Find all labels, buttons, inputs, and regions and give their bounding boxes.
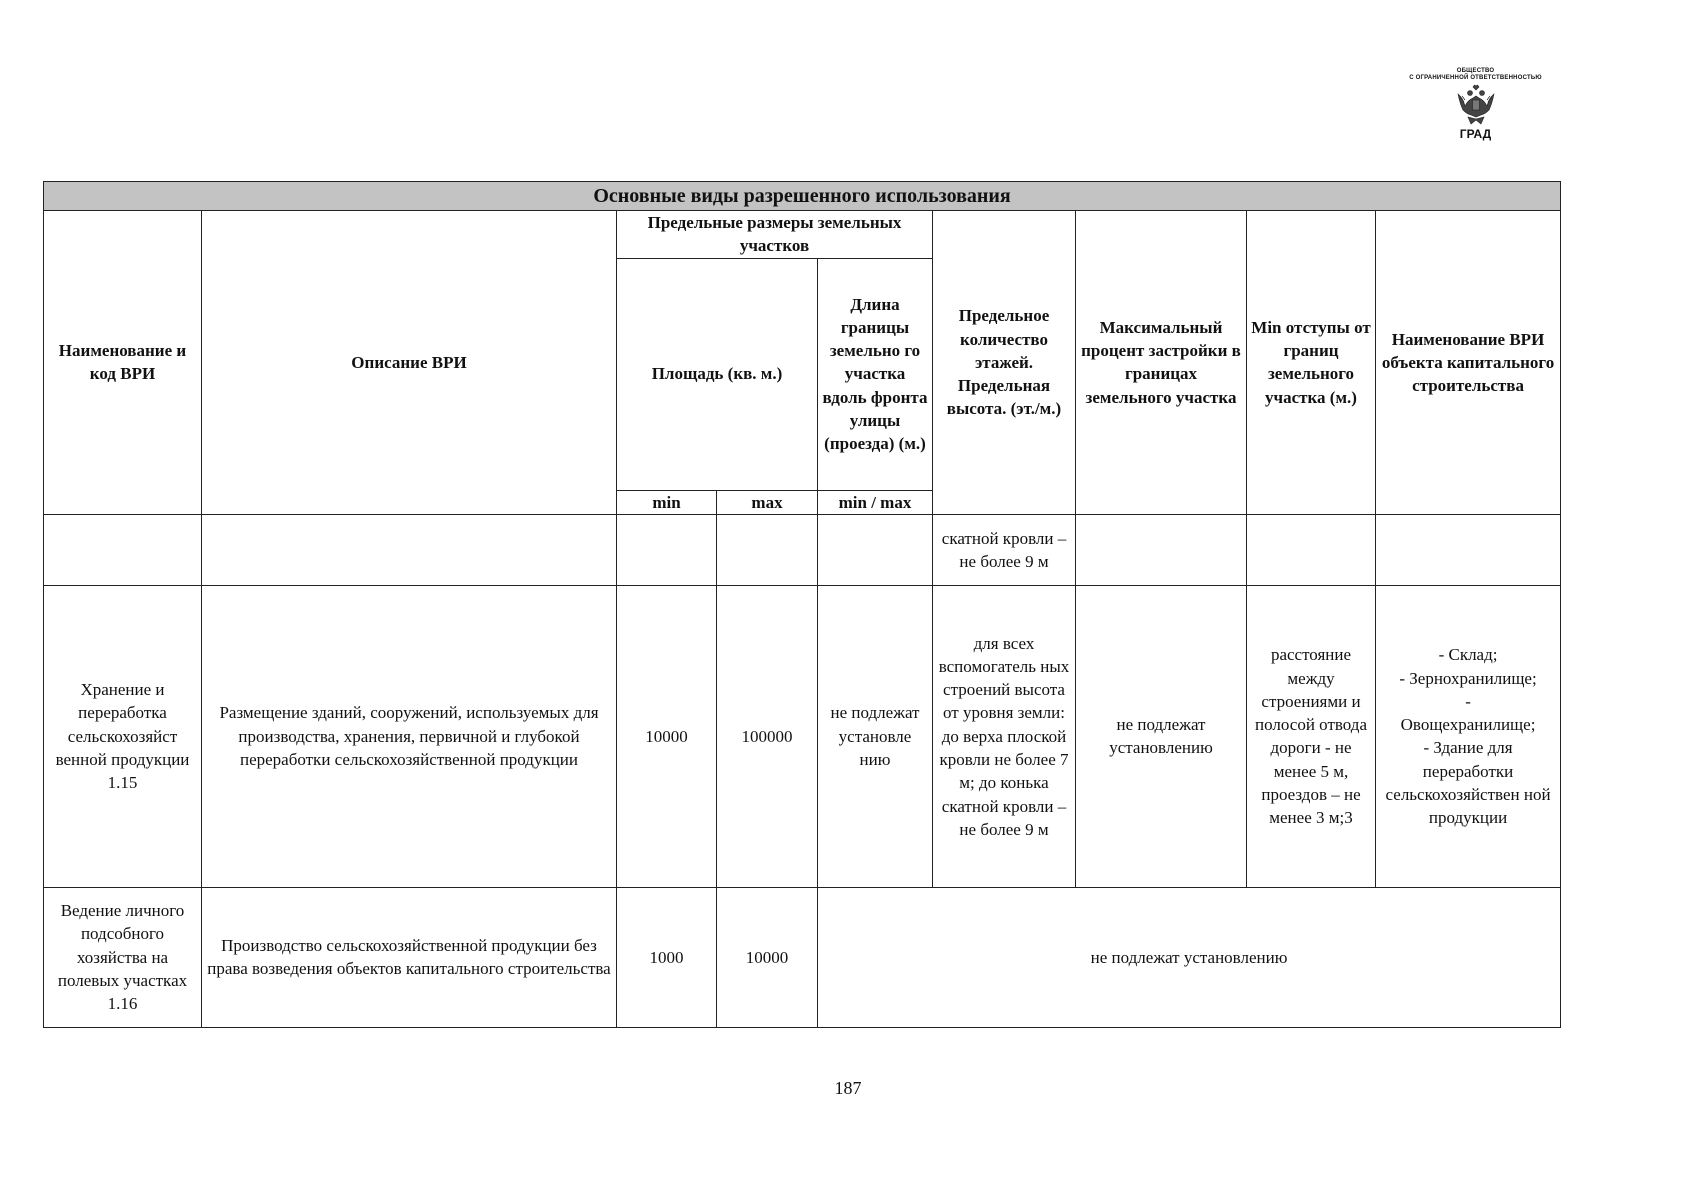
cell-min-setbacks: [1247, 514, 1376, 585]
header-limit-sizes: Предельные размеры земельных участков: [617, 211, 933, 259]
cell-area-max: [717, 514, 818, 585]
cell-area-max: 10000: [717, 887, 818, 1027]
double-headed-eagle-icon: [1455, 84, 1497, 128]
page-number: 187: [834, 1078, 862, 1098]
cell-name-code: Хранение и переработка сельскохозяйст венной продукции 1.15: [44, 585, 202, 887]
cell-capital-object: [1376, 514, 1561, 585]
cell-description: Производство сельскохозяйственной продукции без права возведения объектов капитального строительства: [202, 887, 617, 1027]
table-row: [44, 887, 1561, 1027]
header-description: Описание ВРИ: [202, 211, 617, 515]
logo-name: ГРАД: [1459, 127, 1492, 141]
table-title: Основные виды разрешенного использования: [44, 182, 1561, 211]
permitted-use-table: [43, 181, 1561, 1028]
cell-area-min: 1000: [617, 887, 717, 1027]
cell-area-min: 10000: [617, 585, 717, 887]
cell-floors-height: для всех вспомогатель ных строений высота от уровня земли: до верха плоской кровли не более 7 м; до конька скатной кровли – не более 9 м: [933, 585, 1076, 887]
header-max-percent: Максимальный процент застройки в границах земельного участка: [1076, 211, 1247, 515]
cell-area-max: 100000: [717, 585, 818, 887]
header-area-min: min: [617, 490, 717, 514]
cell-name-code: [44, 514, 202, 585]
header-capital-object: Наименование ВРИ объекта капитального строительства: [1376, 211, 1561, 515]
table-row: [44, 514, 1561, 585]
cell-description: [202, 514, 617, 585]
header-area: Площадь (кв. м.): [617, 258, 818, 490]
cell-capital-object: - Склад; - Зернохранилище; - Овощехранилище; - Здание для переработки сельскохозяйствен ной продукции: [1376, 585, 1561, 887]
cell-border-length: не подлежат установле нию: [818, 585, 933, 887]
cell-border-length: [818, 514, 933, 585]
header-min-setbacks: Min отступы от границ земельного участка (м.): [1247, 211, 1376, 515]
header-area-max: max: [717, 490, 818, 514]
cell-merged-not-applicable: не подлежат установлению: [818, 887, 1561, 1027]
cell-floors-height: скатной кровли – не более 9 м: [933, 514, 1076, 585]
cell-name-code: Ведение личного подсобного хозяйства на полевых участках 1.16: [44, 887, 202, 1027]
header-border-min-max: min / max: [818, 490, 933, 514]
table-row: [44, 585, 1561, 887]
cell-area-min: [617, 514, 717, 585]
logo-line-1: ОБЩЕСТВО: [1456, 68, 1495, 74]
header-name-code: Наименование и код ВРИ: [44, 211, 202, 515]
header-border-length: Длина границы земельно го участка вдоль фронта улицы (проезда) (м.): [818, 258, 933, 490]
logo-line-2: С ОГРАНИЧЕННОЙ ОТВЕТСТВЕННОСТЬЮ: [1409, 75, 1542, 81]
cell-min-setbacks: расстояние между строениями и полосой отвода дороги - не менее 5 м, проездов – не менее 3 м;3: [1247, 585, 1376, 887]
header-floors-height: Предельное количество этажей. Предельная высота. (эт./м.): [933, 211, 1076, 515]
cell-description: Размещение зданий, сооружений, используемых для производства, хранения, первичной и глубокой переработки сельскохозяйственной продукции: [202, 585, 617, 887]
company-logo: [1393, 68, 1558, 154]
cell-max-percent: не подлежат установлению: [1076, 585, 1247, 887]
cell-max-percent: [1076, 514, 1247, 585]
